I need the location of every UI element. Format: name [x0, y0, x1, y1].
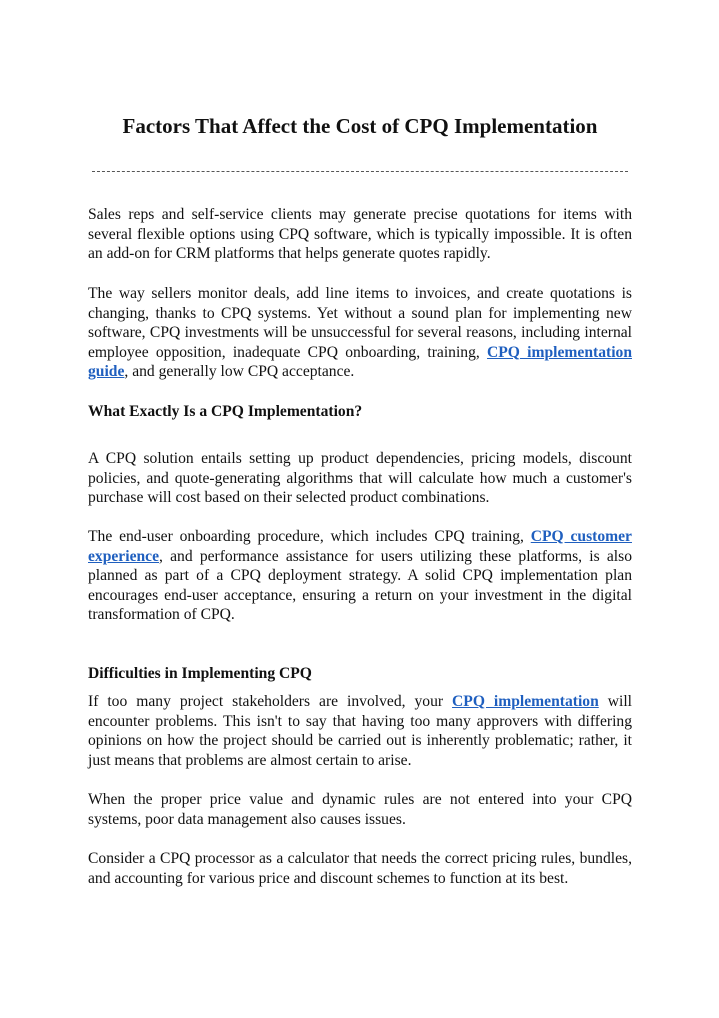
paragraph-stakeholders — [88, 692, 632, 770]
heading-what-is-cpq: What Exactly Is a CPQ Implementation? — [88, 403, 363, 420]
link-cpq-customer-experience[interactable]: CPQ customer experience — [88, 528, 632, 565]
heading-difficulties: Difficulties in Implementing CPQ — [88, 665, 312, 682]
paragraph-sellers — [88, 284, 632, 382]
paragraph-calculator: Consider a CPQ processor as a calculator that needs the correct pricing rules, bundles, and accounting for various price and discount schemes to function at its best. — [88, 850, 632, 887]
paragraph-intro: Sales reps and self-service clients may generate precise quotations for items with several flexible options using CPQ software, which is typically impossible. It is often an add-on for CRM platforms that helps generate quotes rapidly. — [88, 206, 632, 262]
dashed-divider — [92, 171, 628, 172]
paragraph-cpq-solution: A CPQ solution entails setting up product dependencies, pricing models, discount policies, and quote-generating algorithms that will calculate how much a customer's purchase will cost based on their selected product combinations. — [88, 450, 632, 506]
paragraph-onboarding — [88, 527, 632, 625]
paragraph-data-management: When the proper price value and dynamic rules are not entered into your CPQ systems, poor data management also causes issues. — [88, 791, 632, 828]
paragraph-text: will encounter problems. This isn't to say that having too many approvers with differing opinions on how the project should be carried out is inherently problematic; rather, it just means that problems are almost certain to arise. — [88, 693, 632, 769]
paragraph-text: , and generally low CPQ acceptance. — [124, 363, 355, 380]
link-cpq-implementation-guide[interactable]: CPQ implementation guide — [88, 343, 632, 380]
paragraph-text: , and performance assistance for users utilizing these platforms, is also planned as part of a CPQ deployment strategy. A solid CPQ implementation plan encourages end-user acceptance, ensuring a return on your investment in the digital transformation of CPQ. — [88, 547, 632, 623]
document-title: Factors That Affect the Cost of CPQ Implementation — [122, 114, 598, 138]
paragraph-text: The end-user onboarding procedure, which includes CPQ training, — [88, 528, 531, 545]
link-cpq-implementation[interactable]: CPQ implementation — [452, 693, 599, 710]
paragraph-text: The way sellers monitor deals, add line items to invoices, and create quotations is changing, thanks to CPQ systems. Yet without a sound plan for implementing new software, CPQ investments will be unsuccessful for several reasons, including internal employee opposition, inadequate CPQ onboarding, training, — [88, 285, 632, 361]
paragraph-text: If too many project stakeholders are involved, your — [88, 693, 453, 710]
